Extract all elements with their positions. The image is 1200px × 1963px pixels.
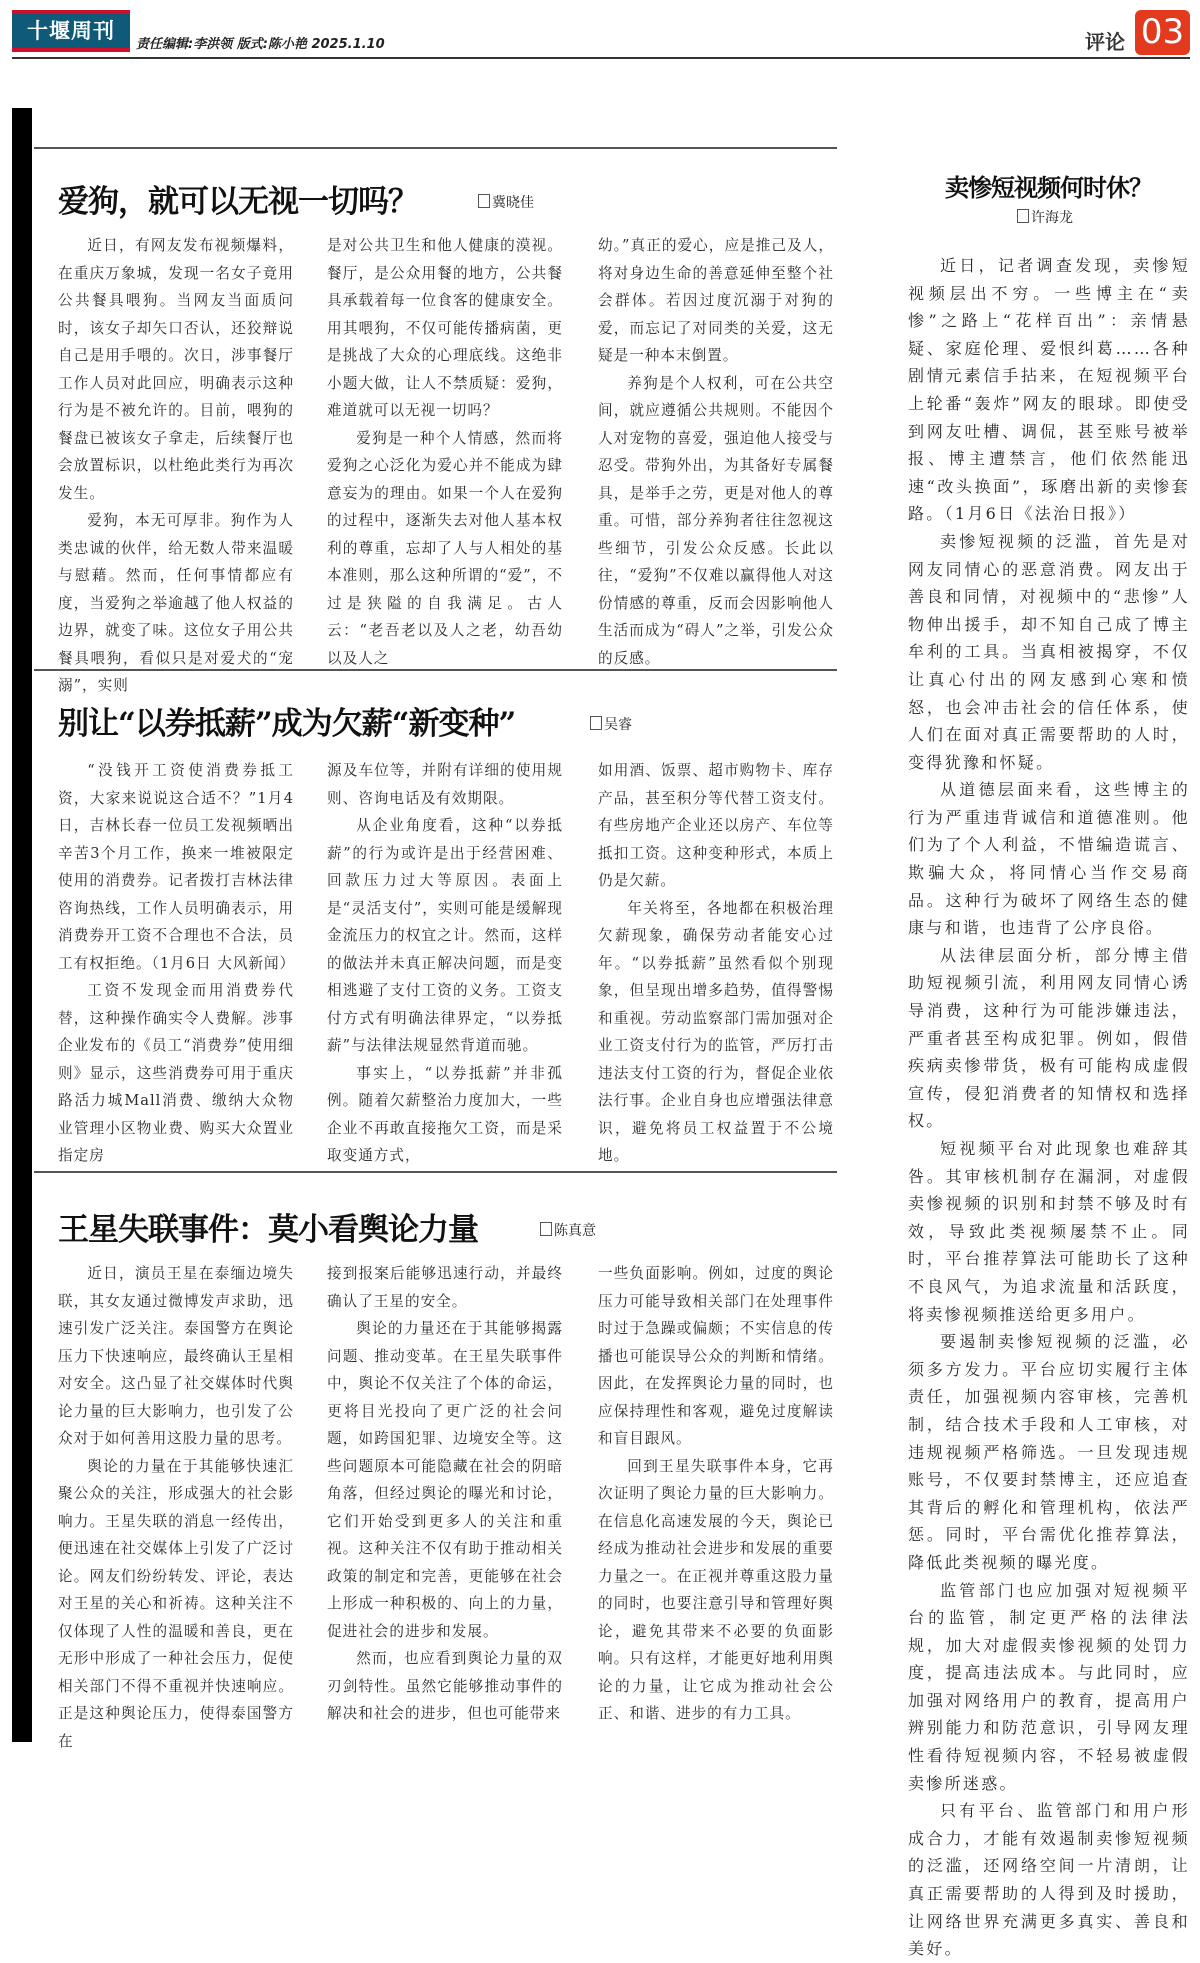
article-paragraph: 舆论的力量还在于其能够揭露问题、推动变革。在王星失联事件中，舆论不仅关注了个体的命运，更将目光投向了更广泛的社会问题，如跨国犯罪、边境安全等。这些问题原本可能隐藏在社会的阴暗角落，但经过舆论的曝光和讨论，它们开始受到更多人的关注和重视。这种关注不仅有助于推动相关政策的制定和完善，更能够在社会上形成一种积极的、向上的力量，促进社会的进步和发展。 — [327, 1320, 563, 1640]
newspaper-logo: 十堰周刊 — [12, 10, 130, 52]
article-paragraph: 从企业角度看，这种“以券抵薪”的行为或许是出于经营困难、回款压力过大等原因。表面上是“灵活支付”，实则可能是缓解现金流压力的权宜之计。然而，这样的做法并未真正解决问题，而是变相逃避了支付工资的义务。工资支付方式有明确法律界定，“以券抵薪”与法律法规显然背道而驰。 — [327, 817, 563, 1054]
author-name: 陈真意 — [554, 1223, 596, 1239]
byline-box-icon — [590, 716, 602, 730]
article-title: 爱狗，就可以无视一切吗？ — [58, 184, 418, 220]
author-name: 吴睿 — [604, 717, 632, 733]
sidebar-paragraph: 从道德层面来看，这些博主的行为严重违背诚信和道德准则。他们为了个人利益，不惜编造谎言、欺骗大众，将同情心当作交易商品。这种行为破坏了网络生态的健康与和谐，也违背了公序良俗。 — [908, 780, 1190, 938]
article-byline — [590, 714, 632, 734]
sidebar-paragraph: 监管部门也应加强对短视频平台的监管，制定更严格的法律法规，加大对虚假卖惨视频的处罚力度，提高违法成本。与此同时，应加强对网络用户的教育，提高用户辨别能力和防范意识，引导网友理性看待短视频内容，不轻易被虚假卖惨所迷惑。 — [908, 1580, 1190, 1793]
article-paragraph: 接到报案后能够迅速行动，并最终确认了王星的安全。 — [327, 1265, 563, 1310]
author-name: 许海龙 — [1031, 210, 1073, 226]
article-column — [327, 232, 563, 672]
article-paragraph: 幼。”真正的爱心，应是推己及人，将对身边生命的善意延伸至整个社会群体。若因过度沉溺于对狗的爱，而忘记了对同类的关爱，这无疑是一种本末倒置。 — [598, 237, 834, 364]
article-column — [598, 232, 834, 672]
article-paragraph: 然而，也应看到舆论力量的双刃剑特性。虽然它能够推动事件的解决和社会的进步，但也可能带来 — [327, 1650, 563, 1722]
sidebar-body — [908, 252, 1190, 1963]
byline-box-icon — [1017, 209, 1029, 223]
sidebar-paragraph: 从法律层面分析，部分博主借助短视频引流，利用网友同情心诱导消费，这种行为可能涉嫌违法，严重者甚至构成犯罪。例如，假借疾病卖惨带货，极有可能构成虚假宣传，侵犯消费者的知情权和选择权。 — [908, 945, 1190, 1131]
article-paragraph: “没钱开工资使消费券抵工资，大家来说说这合适不？”1月4日，吉林长春一位员工发视频晒出辛苦3个月工作，换来一堆被限定使用的消费券。记者拨打吉林法律咨询热线，工作人员明确表示，用消费券开工资不合理也不合法，员工有权拒绝。（1月6日 大风新闻） — [58, 762, 296, 972]
article-paragraph: 如用酒、饭票、超市购物卡、库存产品，甚至积分等代替工资支付。有些房地产企业还以房产、车位等抵扣工资。这种变种形式，本质上仍是欠薪。 — [598, 762, 834, 889]
article-paragraph: 源及车位等，并附有详细的使用规则、咨询电话及有效期限。 — [327, 762, 563, 807]
sidebar-title: 卖惨短视频何时休？ — [945, 173, 1152, 202]
article-column — [327, 1260, 563, 1728]
sidebar-paragraph: 要遏制卖惨短视频的泛滥，必须多方发力。平台应切实履行主体责任，加强视频内容审核，完善机制，结合技术手段和人工审核，对违规视频严格筛选。一旦发现违规账号，不仅要封禁博主，还应追查其背后的孵化和管理机构，依法严惩。同时，平台需优化推荐算法，降低此类视频的曝光度。 — [908, 1332, 1190, 1572]
article-paragraph: 爱狗，本无可厚非。狗作为人类忠诚的伙伴，给无数人带来温暖与慰藉。然而，任何事情都应有度，当爱狗之举逾越了他人权益的边界，就变了味。这位女子用公共餐具喂狗，看似只是对爱犬的“宠溺”，实则 — [58, 512, 294, 694]
divider — [34, 1171, 837, 1173]
header-rule — [12, 57, 1190, 59]
article-column — [58, 757, 294, 1170]
article-byline — [540, 1220, 596, 1240]
article-paragraph: 养狗是个人权利，可在公共空间，就应遵循公共规则。不能因个人对宠物的喜爱，强迫他人接受与忍受。带狗外出，为其备好专属餐具，是举手之劳，更是对他人的尊重。可惜，部分养狗者往往忽视这些细节，引发公众反感。长此以往，“爱狗”不仅难以赢得他人对这份情感的尊重，反而会因影响他人生活而成为“碍人”之举，引发公众的反感。 — [598, 374, 834, 667]
article-column — [598, 1260, 834, 1728]
article-paragraph: 舆论的力量在于其能够快速汇聚公众的关注，形成强大的社会影响力。王星失联的消息一经传出，便迅速在社交媒体上引发了广泛讨论。网友们纷纷转发、评论，表达对王星的关心和祈祷。这种关注不仅体现了人性的温暖和善良，更在无形中形成了一种社会压力，促使相关部门不得不重视并快速响应。正是这种舆论压力，使得泰国警方在 — [58, 1457, 294, 1750]
sidebar-paragraph: 卖惨短视频的泛滥，首先是对网友同情心的恶意消费。网友出于善良和同情，对视频中的“悲惨”人物伸出援手，却不知自己成了博主牟利的工具。当真相被揭穿，不仅让真心付出的网友感到心寒和愤怒，也会冲击社会的信任体系，使人们在面对真正需要帮助的人时，变得犹豫和怀疑。 — [908, 531, 1190, 772]
article-title: 别让“以券抵薪”成为欠薪“新变种” — [58, 706, 516, 742]
article-paragraph: 近日，有网友发布视频爆料，在重庆万象城，发现一名女子竟用公共餐具喂狗。当网友当面质问时，该女子却矢口否认，还狡辩说自己是用手喂的。次日，涉事餐厅工作人员对此回应，明确表示这种行为是不被允许的。目前，喂狗的餐盘已被该女子拿走，后续餐厅也会放置标识，以杜绝此类行为再次发生。 — [58, 237, 294, 502]
article-paragraph: 爱狗是一种个人情感，然而将爱狗之心泛化为爱心并不能成为肆意妄为的理由。如果一个人在爱狗的过程中，逐渐失去对他人基本权利的尊重，忘却了人与人相处的基本准则，那么这种所谓的“爱”，不过是狭隘的自我满足。古人云：“老吾老以及人之老，幼吾幼以及人之 — [327, 429, 563, 667]
sidebar-paragraph: 只有平台、监管部门和用户形成合力，才能有效遏制卖惨短视频的泛滥，还网络空间一片清朗，让真正需要帮助的人得到及时援助，让网络世界充满更多真实、善良和美好。 — [908, 1801, 1190, 1959]
byline-box-icon — [540, 1222, 552, 1236]
article-paragraph: 回到王星失联事件本身，它再次证明了舆论力量的巨大影响力。在信息化高速发展的今天，舆论已经成为推动社会进步和发展的重要力量之一。在正视并尊重这股力量的同时，也要注意引导和管理好舆论，避免其带来不必要的负面影响。只有这样，才能更好地利用舆论的力量，让它成为推动社会公正、和谐、进步的有力工具。 — [598, 1457, 834, 1722]
page-number: 03 — [1135, 10, 1190, 55]
article-column — [598, 757, 834, 1170]
article-title: 王星失联事件：莫小看舆论力量 — [58, 1212, 478, 1248]
article-column — [58, 232, 294, 700]
article-paragraph: 工资不发现金而用消费券代替，这种操作确实令人费解。涉事企业发布的《员工“消费券”使用细则》显示，这些消费券可用于重庆路活力城Mall消费、缴纳大众物业管理小区物业费、购买大众置业指定房 — [58, 982, 294, 1164]
article-paragraph: 年关将至，各地都在积极治理欠薪现象，确保劳动者能安心过年。“以券抵薪”虽然看似个别现象，但呈现出增多趋势，值得警惕和重视。劳动监察部门需加强对企业工资支付行为的监管，严厉打击违法支付工资的行为，督促企业依法行事。企业自身也应增强法律意识，避免将员工权益置于不公境地。 — [598, 899, 834, 1164]
divider — [34, 147, 837, 149]
sidebar-byline — [1017, 207, 1073, 227]
article-paragraph: 是对公共卫生和他人健康的漠视。餐厅，是公众用餐的地方，公共餐具承载着每一位食客的健康安全。用其喂狗，不仅可能传播病菌，更是挑战了大众的心理底线。这绝非小题大做，让人不禁质疑：爱狗，难道就可以无视一切吗？ — [327, 237, 563, 419]
author-name: 冀晓佳 — [492, 195, 534, 211]
article-paragraph: 事实上，“以券抵薪”并非孤例。随着欠薪整治力度加大，一些企业不再敢直接拖欠工资，而是采取变通方式， — [327, 1064, 563, 1164]
article-paragraph: 一些负面影响。例如，过度的舆论压力可能导致相关部门在处理事件时过于急躁或偏颇；不实信息的传播也可能误导公众的判断和情绪。因此，在发挥舆论力量的同时，也应保持理性和客观，避免过度解读和盲目跟风。 — [598, 1265, 834, 1447]
article-column — [327, 757, 563, 1170]
left-margin-bar — [12, 108, 32, 1742]
article-byline — [478, 192, 534, 212]
byline-box-icon — [478, 194, 490, 208]
sidebar-paragraph: 近日，记者调查发现，卖惨短视频层出不穷。一些博主在“卖惨”之路上“花样百出”：亲情悬疑、家庭伦理、爱恨纠葛……各种剧情元素信手拈来，在短视频平台上轮番“轰炸”网友的眼球。即使受到网友吐槽、调侃，甚至账号被举报、博主遭禁言，他们依然能迅速“改头换面”，琢磨出新的卖惨套路。（1月6日《法治日报》） — [908, 256, 1190, 524]
editor-credits: 责任编辑:李洪领 版式:陈小艳 2025.1.10 — [136, 37, 385, 52]
section-label: 评论 — [1085, 30, 1125, 54]
article-paragraph: 近日，演员王星在泰缅边境失联，其女友通过微博发声求助，迅速引发广泛关注。泰国警方在舆论压力下快速响应，最终确认王星相对安全。这凸显了社交媒体时代舆论力量的巨大影响力，也引发了公众对于如何善用这股力量的思考。 — [58, 1265, 294, 1447]
article-column — [58, 1260, 294, 1755]
sidebar-paragraph: 短视频平台对此现象也难辞其咎。其审核机制存在漏洞，对虚假卖惨视频的识别和封禁不够及时有效，导致此类视频屡禁不止。同时，平台推荐算法可能助长了这种不良风气，为追求流量和活跃度，将卖惨视频推送给更多用户。 — [908, 1139, 1190, 1324]
